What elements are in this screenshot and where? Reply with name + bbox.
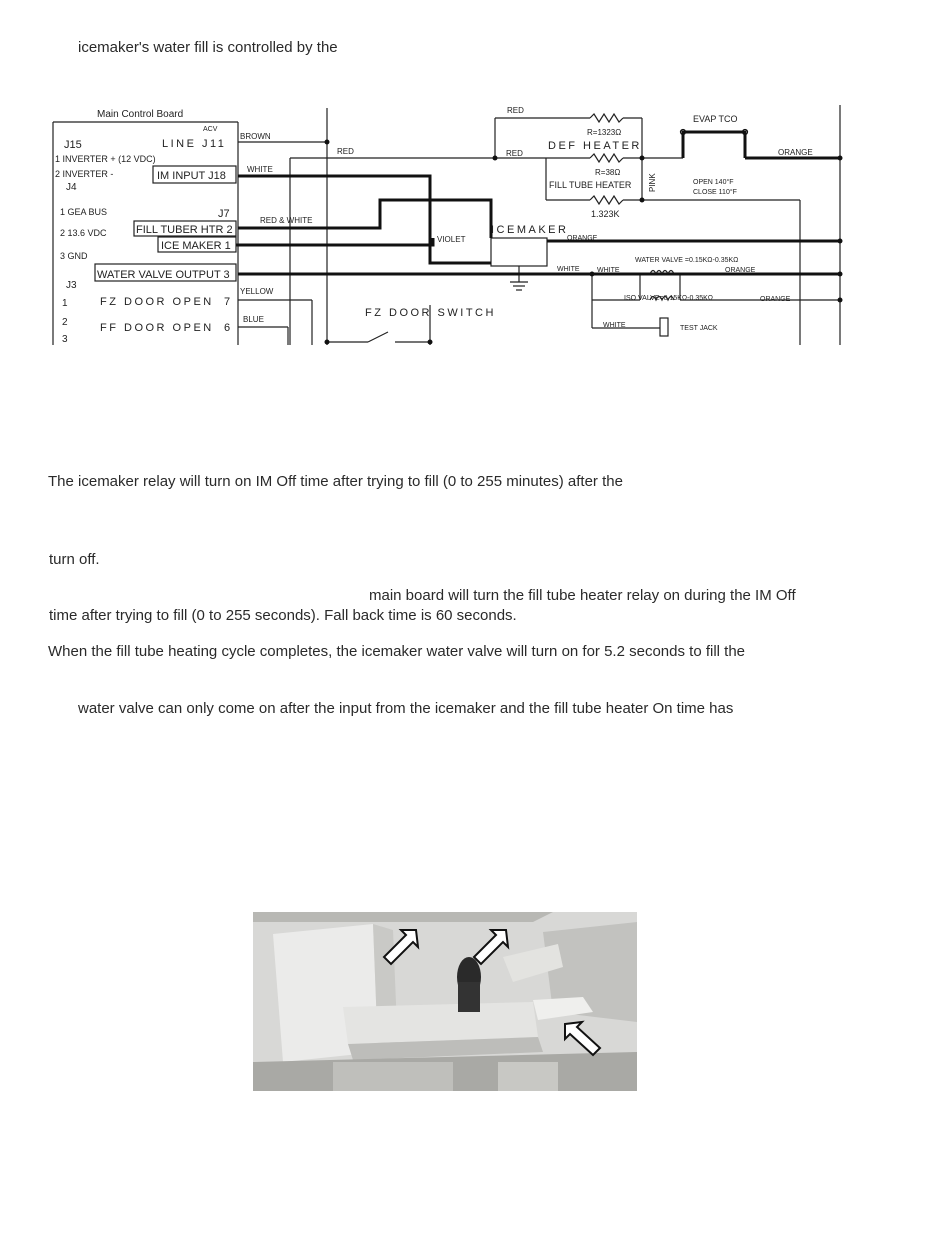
fz-door-open-label: FZ DOOR OPEN xyxy=(100,296,214,308)
paragraph-line-3: turn off. xyxy=(49,551,100,568)
wire-white-test: WHITE xyxy=(603,322,626,329)
evap-tco-label: EVAP TCO xyxy=(693,114,738,124)
iso-valve-label: ISO VALVE=0.15KΩ-0.35KΩ xyxy=(624,295,714,302)
gnd-label: 3 GND xyxy=(60,251,88,261)
wire-red-top: RED xyxy=(507,106,524,115)
vdc-label: 2 13.6 VDC xyxy=(60,228,107,238)
water-valve-label: WATER VALVE =0.15KΩ-0.35KΩ xyxy=(635,257,739,264)
paragraph-line-4: main board will turn the fill tube heater relay on during the IM Off xyxy=(369,587,796,604)
fill-resistance: R=38Ω xyxy=(595,168,621,177)
line-j11-label: LINE J11 xyxy=(162,138,227,150)
acv-label: ACV xyxy=(203,126,218,133)
im-input-label: IM INPUT J18 xyxy=(157,170,226,182)
gea-bus-label: 1 GEA BUS xyxy=(60,207,108,217)
wire-red-def: RED xyxy=(506,149,523,158)
paragraph-line-1: icemaker's water fill is controlled by the xyxy=(78,39,338,56)
wire-red-white: RED & WHITE xyxy=(260,216,313,225)
wire-white: WHITE xyxy=(247,165,273,174)
j3-label: J3 xyxy=(66,280,77,291)
fill-tube-heater-label: FILL TUBE HEATER xyxy=(549,180,632,190)
ice-maker-1-label: ICE MAKER 1 xyxy=(161,240,231,252)
paragraph-line-5: time after trying to fill (0 to 255 seconds). Fall back time is 60 seconds. xyxy=(49,607,517,624)
test-jack-label: TEST JACK xyxy=(680,325,718,332)
paragraph-line-6: When the fill tube heating cycle completes, the icemaker water valve will turn on for 5.2 seconds to fill the xyxy=(48,643,746,660)
icemaker-label: ICEMAKER xyxy=(491,224,569,236)
paragraph-line-7: water valve can only come on after the input from the icemaker and the fill tube heater On time has xyxy=(78,700,734,717)
wire-brown: BROWN xyxy=(240,132,271,141)
j15-label: J15 xyxy=(64,139,82,151)
wire-blue: BLUE xyxy=(243,315,264,324)
j4-label: J4 xyxy=(66,182,77,193)
inverter-plus-label: 1 INVERTER + (12 VDC) xyxy=(55,154,156,164)
j7-label: J7 xyxy=(218,208,230,220)
ff-pin-label: 6 xyxy=(224,322,231,334)
board-title: Main Control Board xyxy=(97,109,184,120)
wire-orange-icemaker: ORANGE xyxy=(567,235,598,242)
fill-tube-htr-label: FILL TUBER HTR 2 xyxy=(136,224,233,236)
wire-white-icemaker: WHITE xyxy=(557,266,580,273)
j3-pin-1: 1 xyxy=(62,298,68,309)
ff-door-open-label: FF DOOR OPEN xyxy=(100,322,214,334)
fz-door-switch-label: FZ DOOR SWITCH xyxy=(365,307,496,319)
resistance-1323k: 1.323K xyxy=(591,209,620,219)
j3-pin-3: 3 xyxy=(62,334,68,345)
inverter-minus-label: 2 INVERTER - xyxy=(55,169,114,179)
water-valve-output-label: WATER VALVE OUTPUT 3 xyxy=(97,269,230,281)
wire-orange-iso: ORANGE xyxy=(760,296,791,303)
wire-orange-top: ORANGE xyxy=(778,148,813,157)
j3-pin-2: 2 xyxy=(62,317,68,328)
wire-red-mid: RED xyxy=(337,147,354,156)
wire-yellow: YELLOW xyxy=(240,287,274,296)
wire-orange-valve: ORANGE xyxy=(725,267,756,274)
evap-close-temp: CLOSE 110°F xyxy=(693,189,737,196)
paragraph-line-2: The icemaker relay will turn on IM Off time after trying to fill (0 to 255 minutes) after the xyxy=(48,473,623,490)
wire-white-valve: WHITE xyxy=(597,267,620,274)
def-resistance: R=1323Ω xyxy=(587,128,622,137)
wire-violet: VIOLET xyxy=(437,235,466,244)
icemaker-photo xyxy=(253,912,637,1091)
wiring-schematic xyxy=(50,100,845,345)
wire-pink: PINK xyxy=(648,173,657,192)
fz-pin-label: 7 xyxy=(224,296,231,308)
def-heater-label: DEF HEATER xyxy=(548,140,642,152)
evap-open-temp: OPEN 140°F xyxy=(693,179,734,186)
